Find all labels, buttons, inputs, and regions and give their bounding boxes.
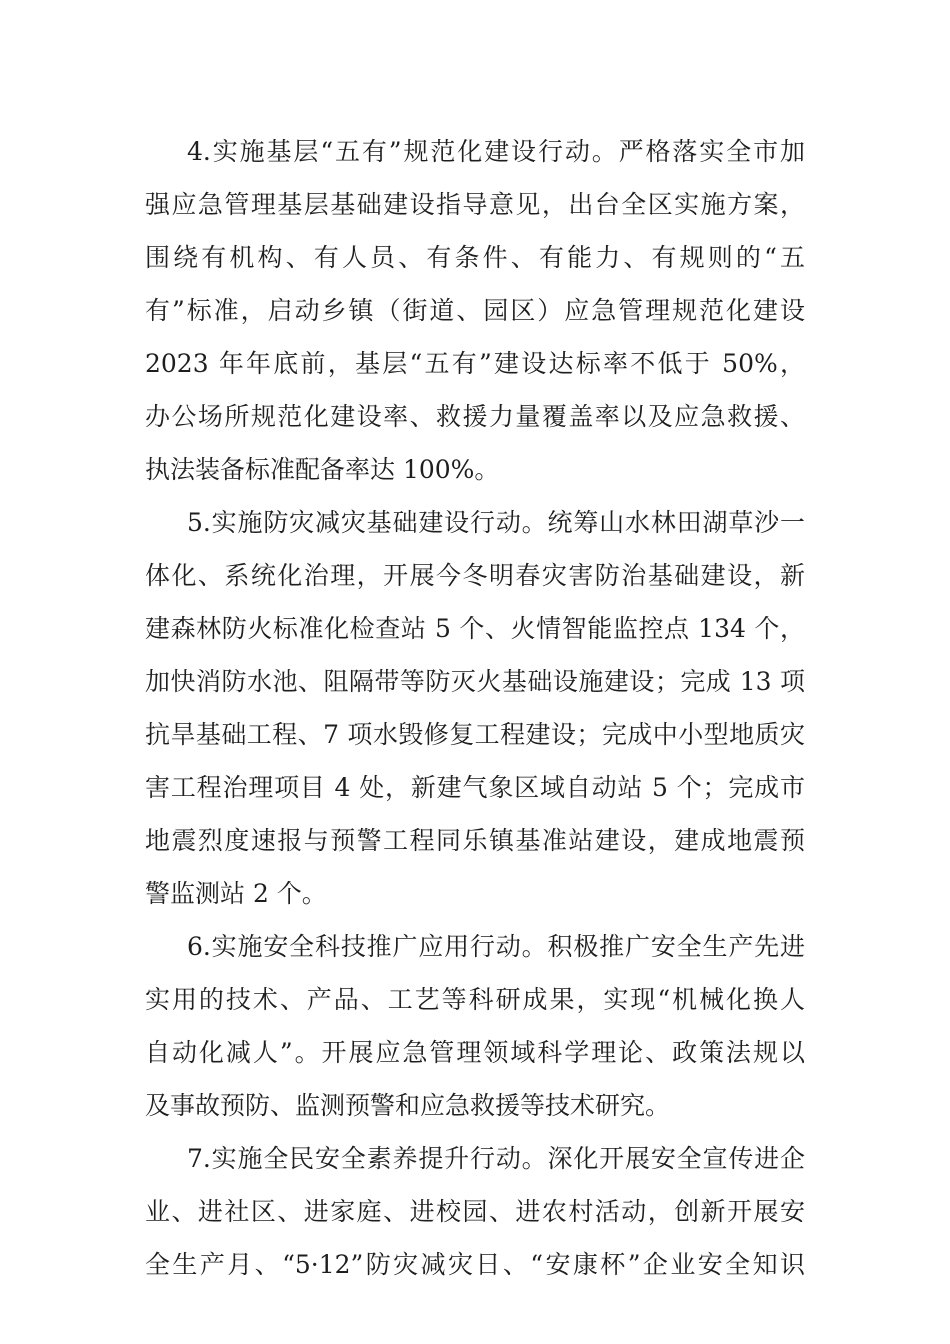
text-line: 5.实施防灾减灾基础建设行动。统筹山水林田湖草沙一: [187, 508, 805, 537]
text-line: 体化、系统化治理，开展今冬明春灾害防治基础建设，新: [145, 561, 805, 590]
text-line: 2023 年年底前，基层“五有”建设达标率不低于 50%，: [145, 349, 805, 378]
text-line: 强应急管理基层基础建设指导意见，出台全区实施方案，: [145, 190, 805, 219]
text-line: 警监测站 2 个。: [145, 879, 327, 908]
text-line: 实用的技术、产品、工艺等科研成果，实现“机械化换人: [145, 985, 805, 1014]
text-line: 及事故预防、监测预警和应急救援等技术研究。: [145, 1091, 671, 1120]
text-line: 办公场所规范化建设率、救援力量覆盖率以及应急救援、: [145, 402, 805, 431]
text-line: 加快消防水池、阻隔带等防灭火基础设施建设；完成 13 项: [145, 667, 805, 696]
text-line: 有”标准，启动乡镇（街道、园区）应急管理规范化建设: [145, 296, 805, 325]
text-line: 害工程治理项目 4 处，新建气象区域自动站 5 个；完成市: [145, 773, 805, 802]
text-line: 自动化减人”。开展应急管理领域科学理论、政策法规以: [145, 1038, 805, 1067]
text-line: 执法装备标准配备率达 100%。: [145, 455, 500, 484]
text-line: 抗旱基础工程、7 项水毁修复工程建设；完成中小型地质灾: [145, 720, 805, 749]
text-line: 7.实施全民安全素养提升行动。深化开展安全宣传进企: [187, 1144, 805, 1173]
text-line: 6.实施安全科技推广应用行动。积极推广安全生产先进: [187, 932, 805, 961]
text-line: 业、进社区、进家庭、进校园、进农村活动，创新开展安: [145, 1197, 805, 1226]
text-line: 建森林防火标准化检查站 5 个、火情智能监控点 134 个，: [145, 614, 805, 643]
text-line: 围绕有机构、有人员、有条件、有能力、有规则的“五: [145, 243, 805, 272]
text-line: 4.实施基层“五有”规范化建设行动。严格落实全市加: [187, 137, 805, 166]
text-line: 全生产月、“5·12”防灾减灾日、“安康杯”企业安全知识: [145, 1250, 805, 1279]
text-line: 地震烈度速报与预警工程同乐镇基准站建设，建成地震预: [145, 826, 805, 855]
